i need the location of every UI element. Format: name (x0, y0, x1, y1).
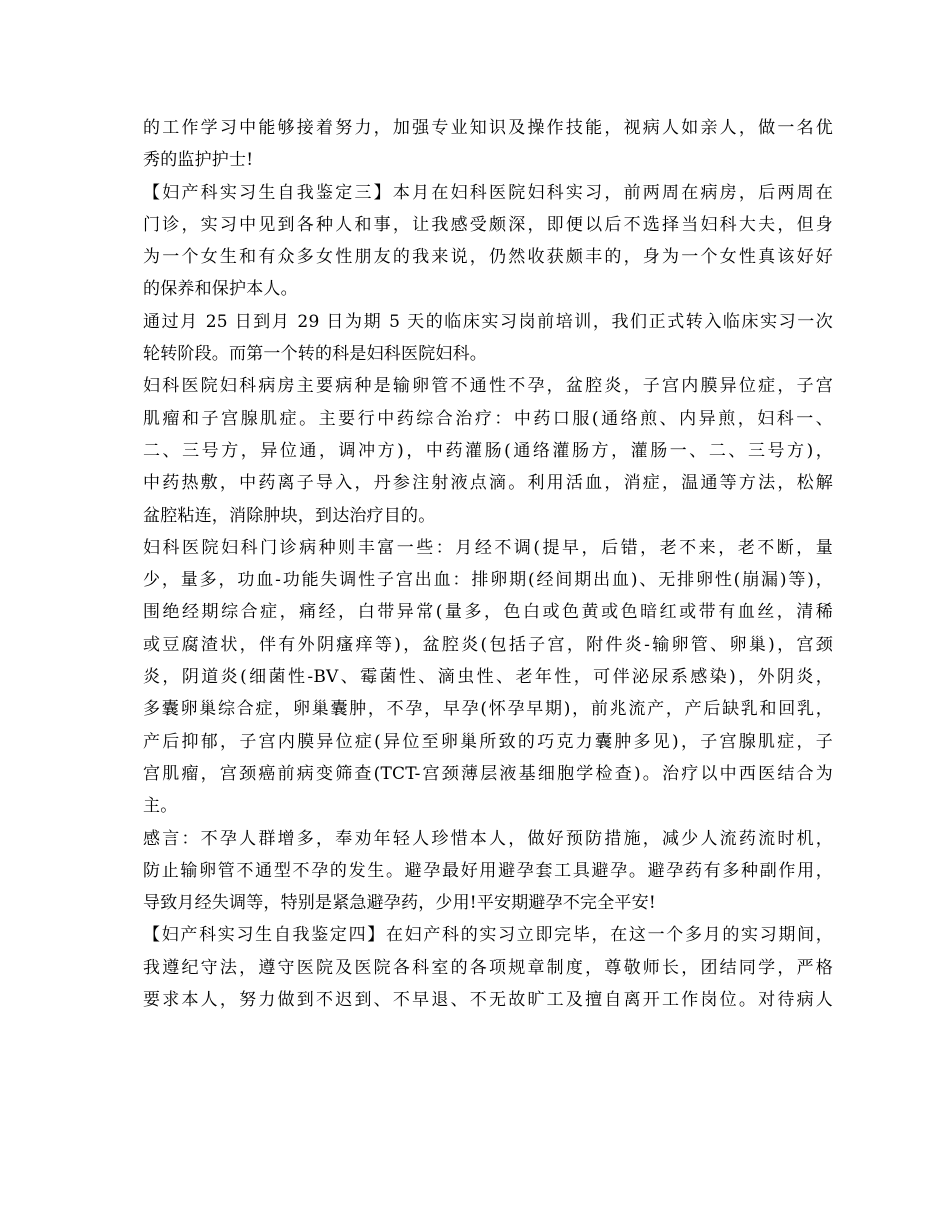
text-line: 围绝经期综合症，痛经，白带异常(量多，色白或色黄或色暗红或带有血丝，清稀 (143, 602, 833, 623)
text-line: 感言：不孕人群增多，奉劝年轻人珍惜本人，做好预防措施，减少人流药流时机， (143, 828, 833, 849)
text-line: 妇科医院妇科病房主要病种是输卵管不通性不孕，盆腔炎，子宫内膜异位症，子宫 (143, 376, 833, 397)
text-line: 多囊卵巢综合症，卵巢囊肿，不孕，早孕(怀孕早期)，前兆流产，产后缺乳和回乳， (143, 699, 833, 720)
text-line: 要求本人，努力做到不迟到、不早退、不无故旷工及擅自离开工作岗位。对待病人 (143, 990, 833, 1011)
text-line: 中药热敷，中药离子导入，丹参注射液点滴。利用活血，消症，温通等方法，松解 (143, 473, 833, 494)
text-line: 导致月经失调等，特别是紧急避孕药，少用!平安期避孕不完全平安! (143, 893, 656, 914)
text-line: 肌瘤和子宫腺肌症。主要行中药综合治疗：中药口服(通络煎、内异煎，妇科一、 (143, 408, 833, 429)
text-line: 防止输卵管不通型不孕的发生。避孕最好用避孕套工具避孕。避孕药有多种副作用， (143, 860, 833, 881)
text-line: 炎，阴道炎(细菌性-BV、霉菌性、滴虫性、老年性，可伴泌尿系感染)，外阴炎， (143, 667, 833, 688)
text-line: 二、三号方，异位通，调冲方)，中药灌肠(通络灌肠方，灌肠一、二、三号方)， (143, 440, 833, 461)
text-line: 盆腔粘连，消除肿块，到达治疗目的。 (143, 505, 436, 526)
text-line: 主。 (143, 796, 178, 817)
text-line: 为一个女生和有众多女性朋友的我来说，仍然收获颇丰的，身为一个女性真该好好 (143, 247, 833, 268)
text-line: 轮转阶段。而第一个转的科是妇科医院妇科。 (143, 344, 487, 365)
text-line: 产后抑郁，子宫内膜异位症(异位至卵巢所致的巧克力囊肿多见)，子宫腺肌症，子 (143, 731, 833, 752)
text-line: 【妇产科实习生自我鉴定三】本月在妇科医院妇科实习，前两周在病房，后两周在 (143, 182, 833, 203)
text-line: 通过月 25 日到月 29 日为期 5 天的临床实习岗前培训，我们正式转入临床实习一次 (143, 311, 833, 332)
text-line: 门诊，实习中见到各种人和事，让我感受颇深，即便以后不选择当妇科大夫，但身 (143, 214, 833, 235)
text-line: 我遵纪守法，遵守医院及医院各科室的各项规章制度，尊敬师长，团结同学，严格 (143, 957, 833, 978)
text-line: 【妇产科实习生自我鉴定四】在妇产科的实习立即完毕，在这一个多月的实习期间， (143, 925, 833, 946)
text-line: 秀的监护护士! (143, 150, 254, 171)
text-line: 或豆腐渣状，伴有外阴瘙痒等)，盆腔炎(包括子宫，附件炎-输卵管、卵巢)，宫颈 (143, 634, 833, 655)
text-line: 少，量多，功血-功能失调性子宫出血：排卵期(经间期出血)、无排卵性(崩漏)等)， (143, 570, 833, 591)
text-line: 的工作学习中能够接着努力，加强专业知识及操作技能，视病人如亲人，做一名优 (143, 118, 833, 138)
text-line: 的保养和保护本人。 (143, 279, 298, 300)
document-body (143, 112, 833, 1016)
text-line: 宫肌瘤，宫颈癌前病变筛查(TCT-宫颈薄层液基细胞学检查)。治疗以中西医结合为 (143, 763, 833, 784)
text-line: 妇科医院妇科门诊病种则丰富一些：月经不调(提早，后错，老不来，老不断，量 (143, 537, 833, 558)
